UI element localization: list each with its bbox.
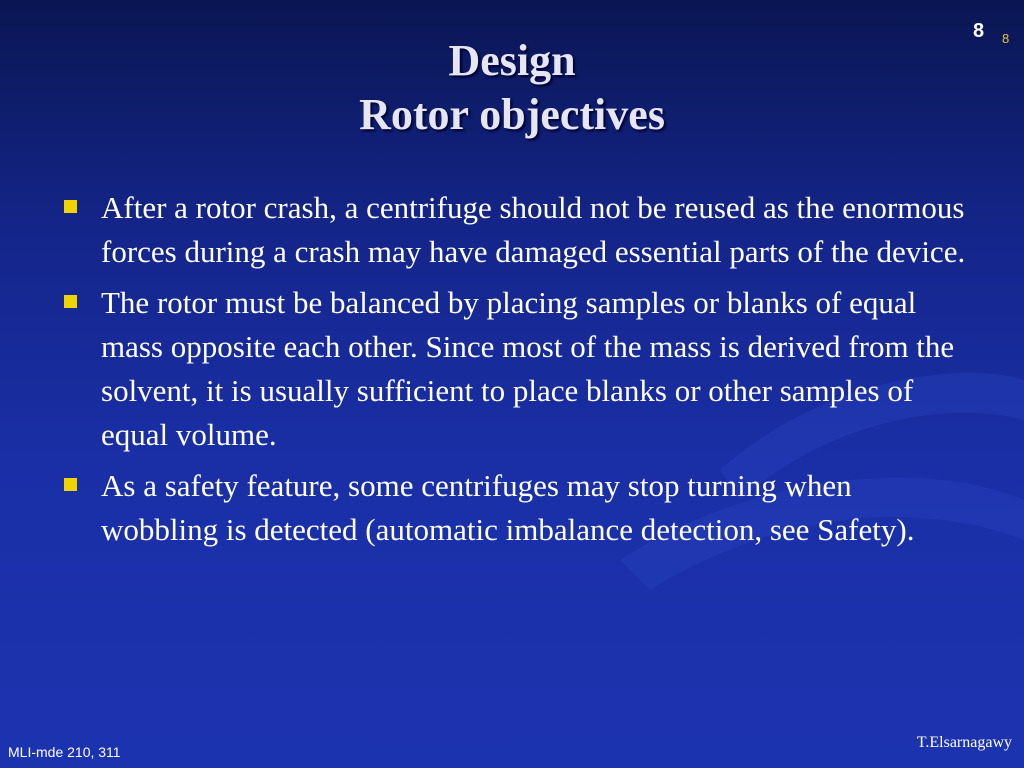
bullet-list xyxy=(62,186,972,559)
bullet-item xyxy=(62,464,972,552)
slide-number-small: 8 xyxy=(1002,31,1010,46)
bullet-item xyxy=(62,281,972,457)
bullet-text: After a rotor crash, a centrifuge should not be reused as the enormous forces during a crash may have damaged essential parts of the device. xyxy=(101,190,966,269)
bullet-item xyxy=(62,186,972,274)
slide-number: 8 xyxy=(973,20,985,42)
slide-title xyxy=(0,34,1024,142)
footer-author: T.Elsarnagawy xyxy=(916,734,1012,751)
square-bullet-icon xyxy=(64,295,77,308)
bullet-text: The rotor must be balanced by placing samples or blanks of equal mass opposite each other. Since most of the mass is derived from the solvent, it is usually sufficient to place blanks or other samples of equal volume. xyxy=(101,285,955,452)
square-bullet-icon xyxy=(64,478,77,491)
bullet-text: As a safety feature, some centrifuges may stop turning when wobbling is detected (automatic imbalance detection, see Safety). xyxy=(101,468,915,547)
footer-course-code: MLI-mde 210, 311 xyxy=(8,744,121,760)
title-line-1: Design xyxy=(448,36,576,85)
square-bullet-icon xyxy=(64,200,77,213)
title-line-2: Rotor objectives xyxy=(359,90,665,139)
